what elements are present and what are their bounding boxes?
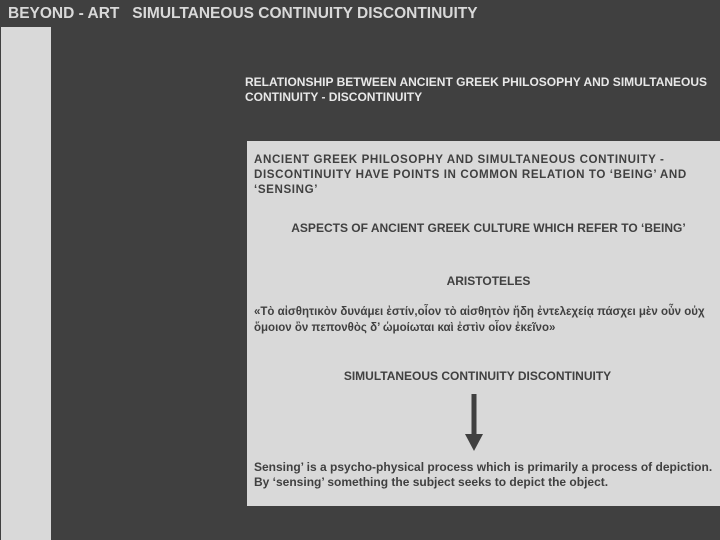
greek-quote: «Τὸ αἰσθητικὸν δυνάμει ἐστίν,οἷον τὸ αἰσθητὸν ἤδη ἐντελεχείᾳ πάσχει μὲν οὖν οὐχ ὅμοιον ὂν πεπονθὸς δ’ ὡμοίωται καὶ ἐστὶν οἷον ἐκεῖνο» xyxy=(254,306,705,334)
left-sidebar-strip xyxy=(1,27,51,540)
panel-heading: ANCIENT GREEK PHILOSOPHY AND SIMULTANEOUS CONTINUITY - DISCONTINUITY HAVE POINTS IN COMMON RELATION TO ‘BEING’ AND ‘SENSING’ xyxy=(254,153,687,196)
page-title: BEYOND - ART SIMULTANEOUS CONTINUITY DISCONTINUITY xyxy=(8,5,478,22)
arrow-down-icon xyxy=(465,394,483,452)
slide-subtitle: RELATIONSHIP BETWEEN ANCIENT GREEK PHILOSOPHY AND SIMULTANEOUS CONTINUITY - DISCONTINUITY xyxy=(245,75,708,104)
sensing-paragraph: Sensing’ is a psycho-physical process which is primarily a process of depiction. By ‘sensing’ something the subject seeks to depict the object. xyxy=(254,460,713,489)
content-panel xyxy=(247,141,720,506)
aspects-heading: ASPECTS OF ANCIENT GREEK CULTURE WHICH REFER TO ‘BEING’ xyxy=(291,221,686,235)
simultaneous-heading: SIMULTANEOUS CONTINUITY DISCONTINUITY xyxy=(343,369,612,383)
aristoteles-heading: ARISTOTELES xyxy=(446,274,531,288)
